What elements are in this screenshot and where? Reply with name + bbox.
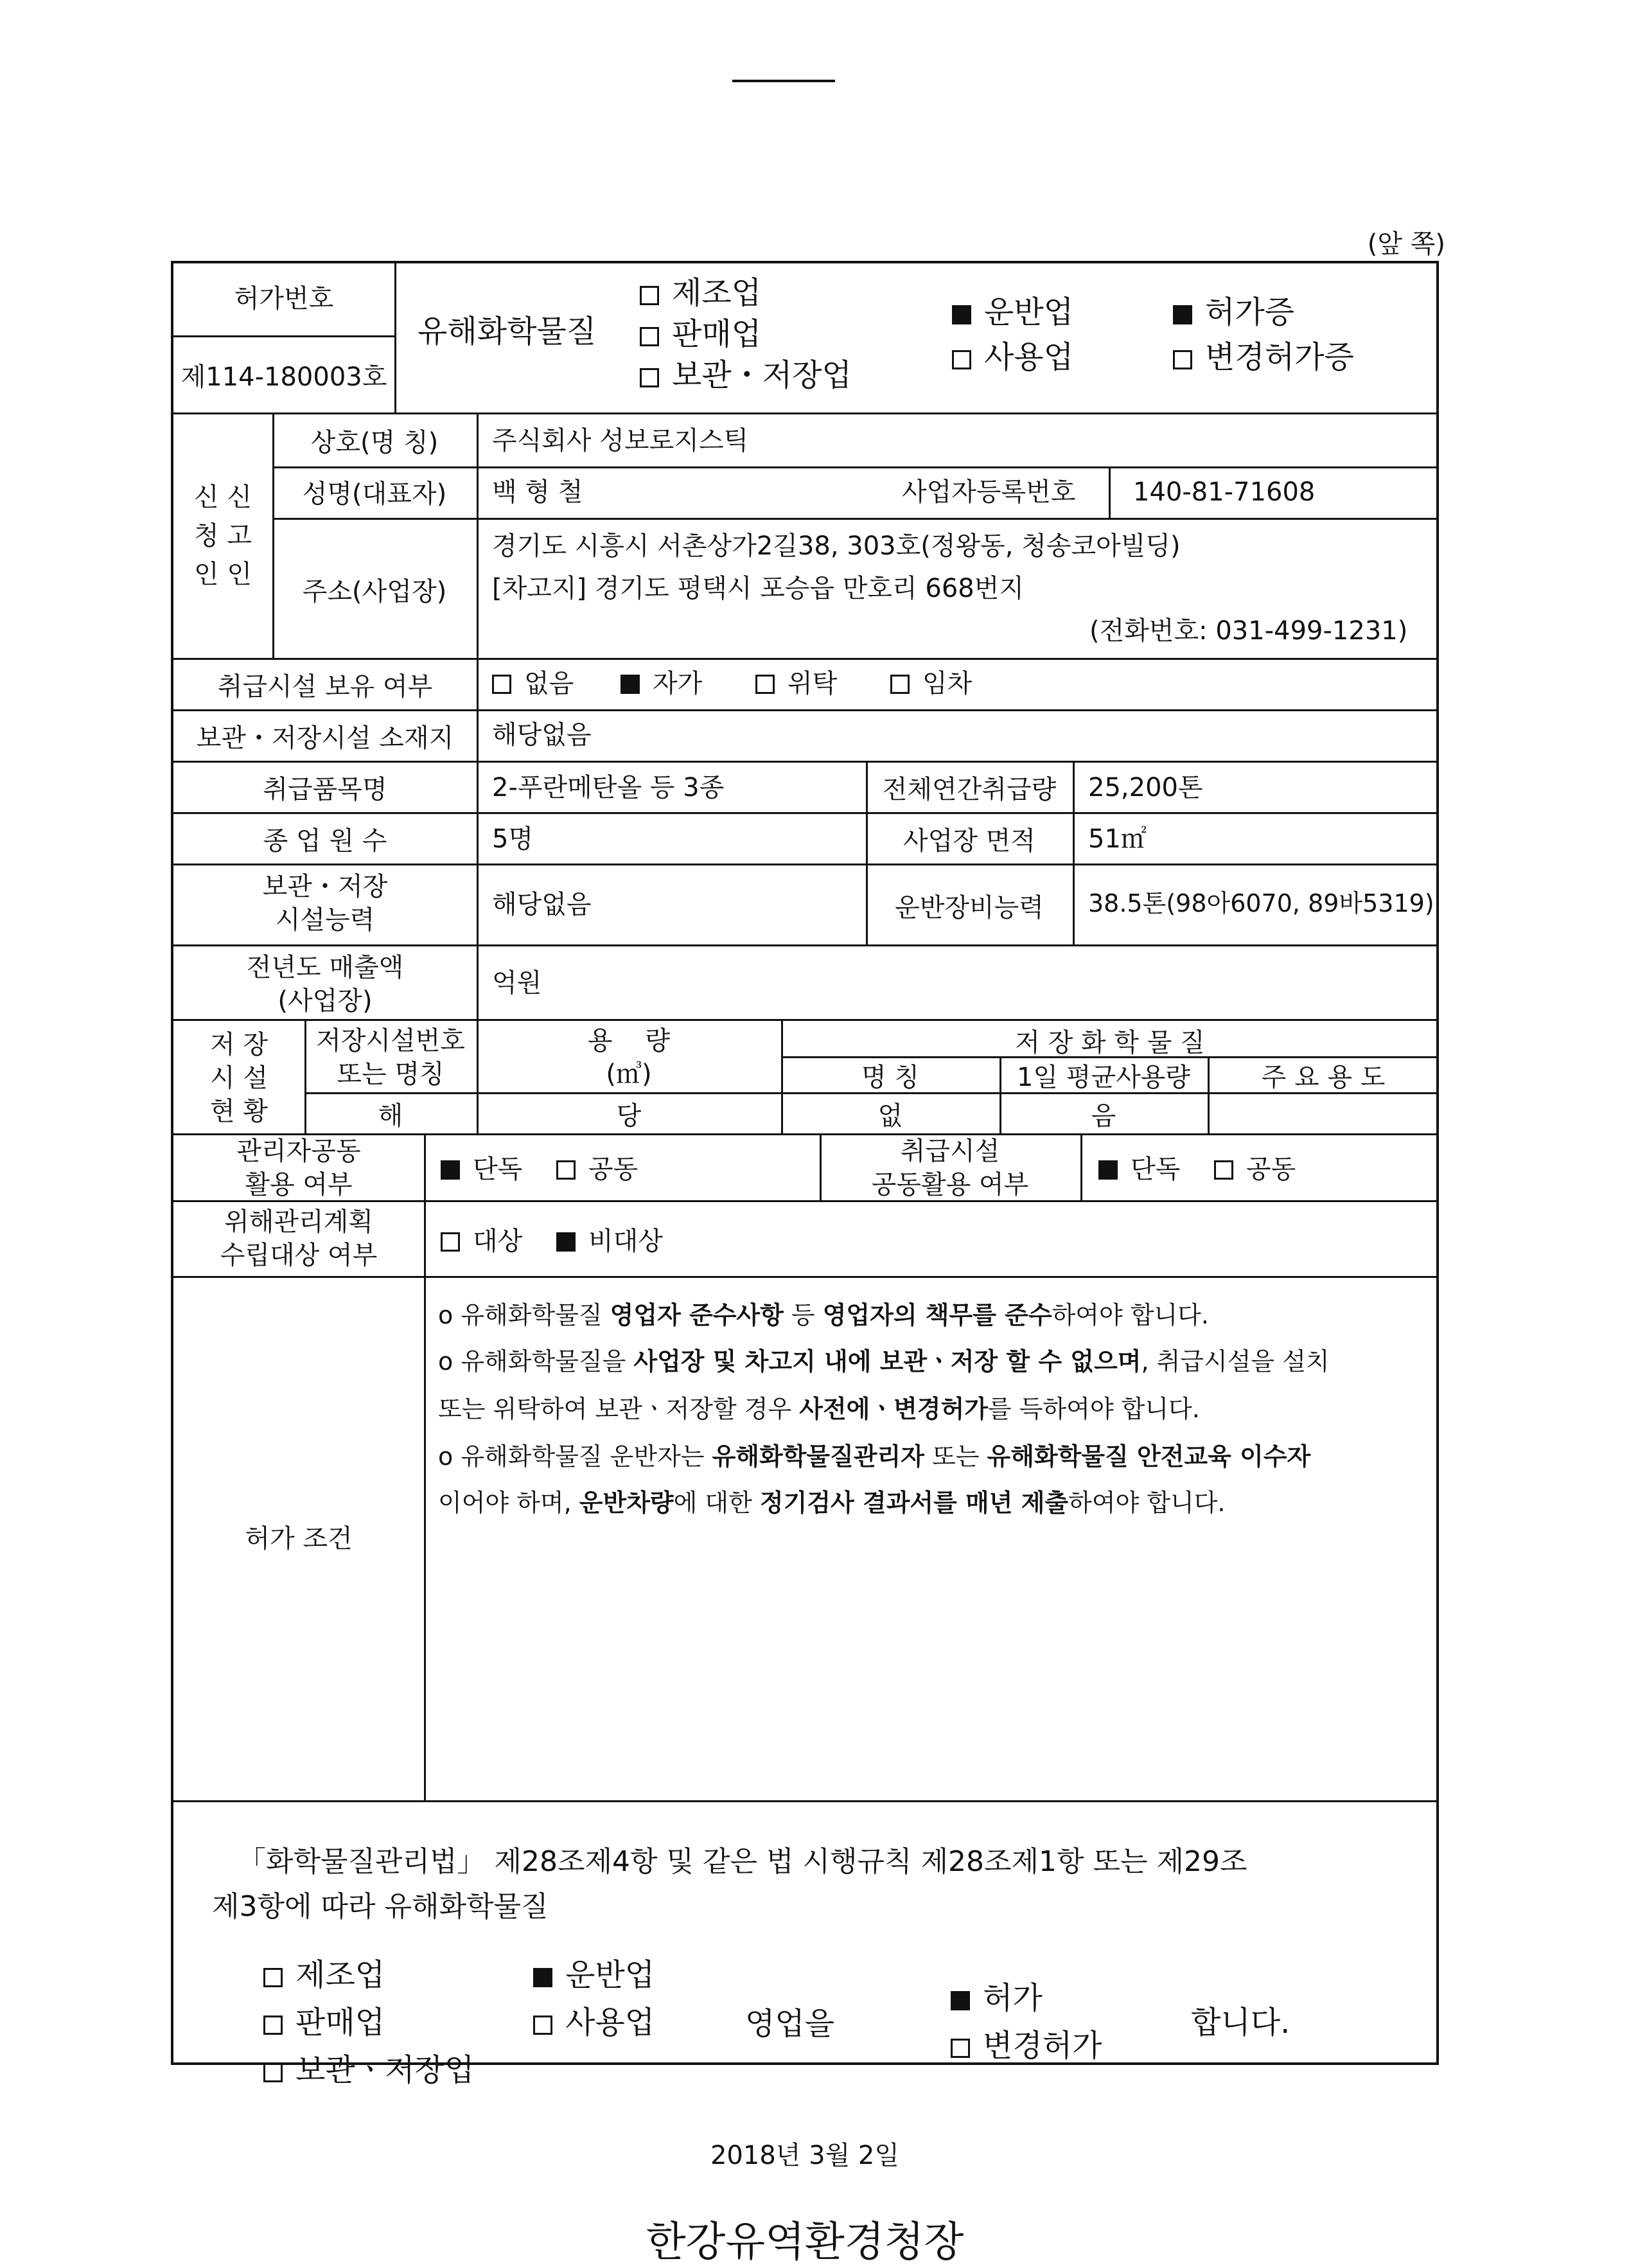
facility-lease[interactable]: 임차 — [890, 669, 972, 698]
site-area-label: 사업장 면적 — [903, 826, 1035, 856]
stmt-manufacture[interactable]: 제조업 — [263, 1958, 385, 1992]
annual-amount: 25,200톤 — [1088, 773, 1203, 802]
issuer-name: 한강유역환경청장 — [646, 2219, 964, 2266]
facility-lease-checkbox[interactable] — [890, 675, 910, 694]
condition-emphasis: 사전에ㆍ변경허가 — [799, 1395, 988, 1423]
condition-line — [438, 1437, 1310, 1472]
facility-consign-checkbox[interactable] — [755, 675, 775, 694]
risk-plan-nontarget-checkbox[interactable] — [556, 1232, 576, 1252]
type-storage-checkbox[interactable] — [640, 368, 659, 387]
empty-row-cell-3: 없 — [877, 1101, 903, 1131]
risk-plan-options — [441, 1227, 663, 1255]
permit-certificate[interactable]: 허가증 — [1173, 296, 1294, 330]
annual-amount-label: 전체연간취급량 — [882, 775, 1057, 804]
facility-none-checkbox[interactable] — [492, 675, 511, 694]
condition-text: 하여야 합니다. — [1052, 1301, 1209, 1329]
facility-own[interactable]: 자가 — [621, 669, 702, 698]
statement-line-1: 「화학물질관리법」 제28조제4항 및 같은 법 시행규칙 제28조제1항 또는 제29조 — [238, 1845, 1247, 1878]
storage-location-label: 보관・저장시설 소재지 — [196, 723, 454, 753]
empty-row-cell-1: 해 — [378, 1101, 403, 1131]
stmt-ending: 합니다. — [1191, 2005, 1290, 2041]
stmt-permit[interactable]: 허가 — [951, 1981, 1043, 2016]
items-value: 2-푸란메탄올 등 3종 — [492, 773, 725, 802]
stmt-change-permit-checkbox[interactable] — [951, 2039, 970, 2058]
stmt-business-word: 영업을 — [745, 2006, 835, 2042]
employees-label: 종 업 원 수 — [263, 826, 387, 856]
condition-emphasis: 영업자 준수사항 — [610, 1301, 784, 1329]
daily-usage-col: 1일 평균사용량 — [1016, 1063, 1190, 1092]
statement-line-2: 제3항에 따라 유해화학물질 — [212, 1890, 549, 1923]
type-manufacture[interactable]: 제조업 — [640, 276, 761, 310]
condition-text: 또는 위탁하여 보관ㆍ저장할 경우 — [438, 1395, 800, 1423]
stmt-transport[interactable]: 운반업 — [533, 1958, 655, 1992]
permit-number-label: 허가번호 — [234, 284, 334, 314]
chemical-name-col: 명 칭 — [861, 1063, 919, 1092]
storage-name-col: 저장시설번호 또는 명칭 — [316, 1026, 465, 1089]
items-label: 취급품목명 — [263, 775, 387, 804]
stmt-sales[interactable]: 판매업 — [263, 2006, 385, 2040]
condition-text: , 취급시설을 설치 — [1141, 1347, 1330, 1376]
sales-label: 전년도 매출액 (사업장) — [246, 953, 404, 1016]
condition-emphasis: 사업장 및 차고지 내에 보관ㆍ저장 할 수 없으며 — [633, 1347, 1141, 1376]
condition-emphasis: 운반차량 — [579, 1489, 674, 1517]
condition-text: 에 대한 — [673, 1489, 760, 1517]
empty-row-cell-4: 음 — [1091, 1101, 1116, 1131]
permit-number: 제114-180003호 — [181, 362, 387, 392]
condition-text: o 유해화학물질 — [438, 1301, 610, 1329]
manager-joint-label: 관리자공동 활용 여부 — [236, 1137, 361, 1200]
facility-consign[interactable]: 위탁 — [755, 669, 837, 698]
stored-chemical-col: 저 장 화 학 물 질 — [1015, 1028, 1205, 1058]
storage-capacity-value: 해당없음 — [492, 890, 592, 919]
stmt-storage-checkbox[interactable] — [263, 2063, 283, 2082]
type-transport-checkbox[interactable] — [952, 305, 971, 324]
condition-text: 이어야 하며, — [438, 1489, 579, 1517]
facility-single-checkbox[interactable] — [1098, 1160, 1118, 1180]
stmt-manufacture-checkbox[interactable] — [263, 1968, 283, 1987]
permit-form — [171, 261, 1439, 2266]
condition-line — [438, 1389, 1200, 1424]
manager-single[interactable]: 단독 — [441, 1155, 522, 1184]
main-use-col: 주 요 용 도 — [1261, 1063, 1386, 1092]
facility-ownership-options — [492, 669, 972, 698]
facility-single[interactable]: 단독 — [1098, 1155, 1180, 1184]
company-label: 상호(명 칭) — [310, 428, 439, 457]
condition-text: 하여야 합니다. — [1068, 1489, 1226, 1517]
representative-label: 성명(대표자) — [302, 479, 447, 509]
condition-emphasis: 유해화학물질 안전교육 이수자 — [987, 1442, 1311, 1471]
stmt-use[interactable]: 사용업 — [533, 2006, 655, 2040]
facility-own-checkbox[interactable] — [621, 675, 640, 694]
applicant-group-label: 신 신 청 고 인 인 — [194, 483, 252, 589]
condition-text: 또는 — [924, 1442, 987, 1471]
transport-capacity-label: 운반장비능력 — [895, 893, 1044, 923]
condition-emphasis: 영업자의 책무를 준수 — [822, 1301, 1052, 1329]
stmt-permit-checkbox[interactable] — [951, 1991, 970, 2010]
manager-joint[interactable]: 공동 — [556, 1155, 638, 1184]
manager-single-checkbox[interactable] — [441, 1160, 460, 1180]
site-area: 51㎡ — [1088, 824, 1147, 854]
type-transport[interactable]: 운반업 — [952, 296, 1073, 330]
address-line-2: [차고지] 경기도 평택시 포승읍 만호리 668번지 — [492, 574, 1025, 603]
facility-none[interactable]: 없음 — [492, 669, 574, 698]
business-number-label: 사업자등록번호 — [902, 477, 1076, 507]
address-label: 주소(사업장) — [302, 577, 447, 607]
representative-name: 백 형 철 — [492, 477, 583, 507]
condition-line — [438, 1342, 1330, 1377]
top-mark — [732, 80, 835, 82]
storage-capacity-label: 보관・저장 시설능력 — [262, 872, 388, 935]
condition-emphasis: 유해화학물질관리자 — [712, 1442, 924, 1471]
type-sales[interactable]: 판매업 — [640, 317, 761, 351]
condition-line — [438, 1483, 1226, 1518]
stmt-change-permit[interactable]: 변경허가 — [951, 2029, 1102, 2063]
risk-plan-nontarget[interactable]: 비대상 — [556, 1227, 663, 1256]
conditions-label: 허가 조건 — [245, 1524, 353, 1554]
type-use[interactable]: 사용업 — [952, 341, 1073, 375]
type-manufacture-checkbox[interactable] — [640, 286, 659, 305]
issue-date: 2018년 3월 2일 — [710, 2141, 900, 2170]
storage-status-label: 저 장 시 설 현 황 — [210, 1030, 268, 1126]
risk-plan-label: 위해관리계획 수립대상 여부 — [220, 1207, 378, 1270]
condition-line — [438, 1295, 1209, 1331]
business-number: 140-81-71608 — [1133, 477, 1316, 507]
phone-number: (전화번호: 031-499-1231) — [1089, 616, 1408, 646]
change-permit-certificate[interactable]: 변경허가증 — [1173, 341, 1354, 375]
header-title: 유해화학물질 — [418, 314, 597, 350]
condition-emphasis: 정기검사 결과서를 매년 제출 — [759, 1489, 1069, 1517]
type-sales-checkbox[interactable] — [640, 327, 659, 346]
address-line-1: 경기도 시흥시 서촌상가2길38, 303호(정왕동, 청송코아빌딩) — [492, 531, 1181, 561]
facility-joint-options — [1098, 1155, 1296, 1183]
sales-value: 억원 — [492, 968, 542, 998]
facility-ownership-label: 취급시설 보유 여부 — [217, 672, 433, 702]
stmt-transport-checkbox[interactable] — [533, 1968, 552, 1987]
stmt-sales-checkbox[interactable] — [263, 2016, 283, 2035]
condition-text: 를 득하여야 합니다. — [987, 1395, 1200, 1423]
risk-plan-target[interactable]: 대상 — [441, 1227, 522, 1256]
facility-joint-checkbox[interactable] — [1214, 1160, 1233, 1180]
condition-text: 등 — [783, 1301, 823, 1329]
employees-value: 5명 — [492, 824, 534, 854]
condition-text: o 유해화학물질을 — [438, 1347, 634, 1376]
facility-joint-label: 취급시설 공동활용 여부 — [871, 1137, 1029, 1200]
manager-joint-checkbox[interactable] — [556, 1160, 576, 1180]
type-use-checkbox[interactable] — [952, 350, 971, 369]
type-storage[interactable]: 보관・저장업 — [640, 359, 852, 393]
stmt-use-checkbox[interactable] — [533, 2016, 552, 2035]
front-side-label: (앞 쪽) — [1367, 229, 1445, 259]
company-name: 주식회사 성보로지스틱 — [492, 426, 749, 456]
stmt-storage[interactable]: 보관ㆍ저장업 — [263, 2053, 474, 2087]
capacity-col: 용 량 (㎥) — [587, 1026, 671, 1089]
facility-joint[interactable]: 공동 — [1214, 1155, 1296, 1184]
manager-joint-options — [441, 1155, 638, 1183]
empty-row-cell-2: 당 — [616, 1101, 642, 1131]
risk-plan-target-checkbox[interactable] — [441, 1232, 460, 1252]
condition-text: o 유해화학물질 운반자는 — [438, 1442, 712, 1471]
permit-certificate-checkbox[interactable] — [1173, 305, 1192, 324]
storage-location-value: 해당없음 — [492, 720, 592, 750]
transport-capacity: 38.5톤(98아6070, 89바5319) — [1088, 889, 1434, 917]
change-permit-checkbox[interactable] — [1173, 350, 1192, 369]
